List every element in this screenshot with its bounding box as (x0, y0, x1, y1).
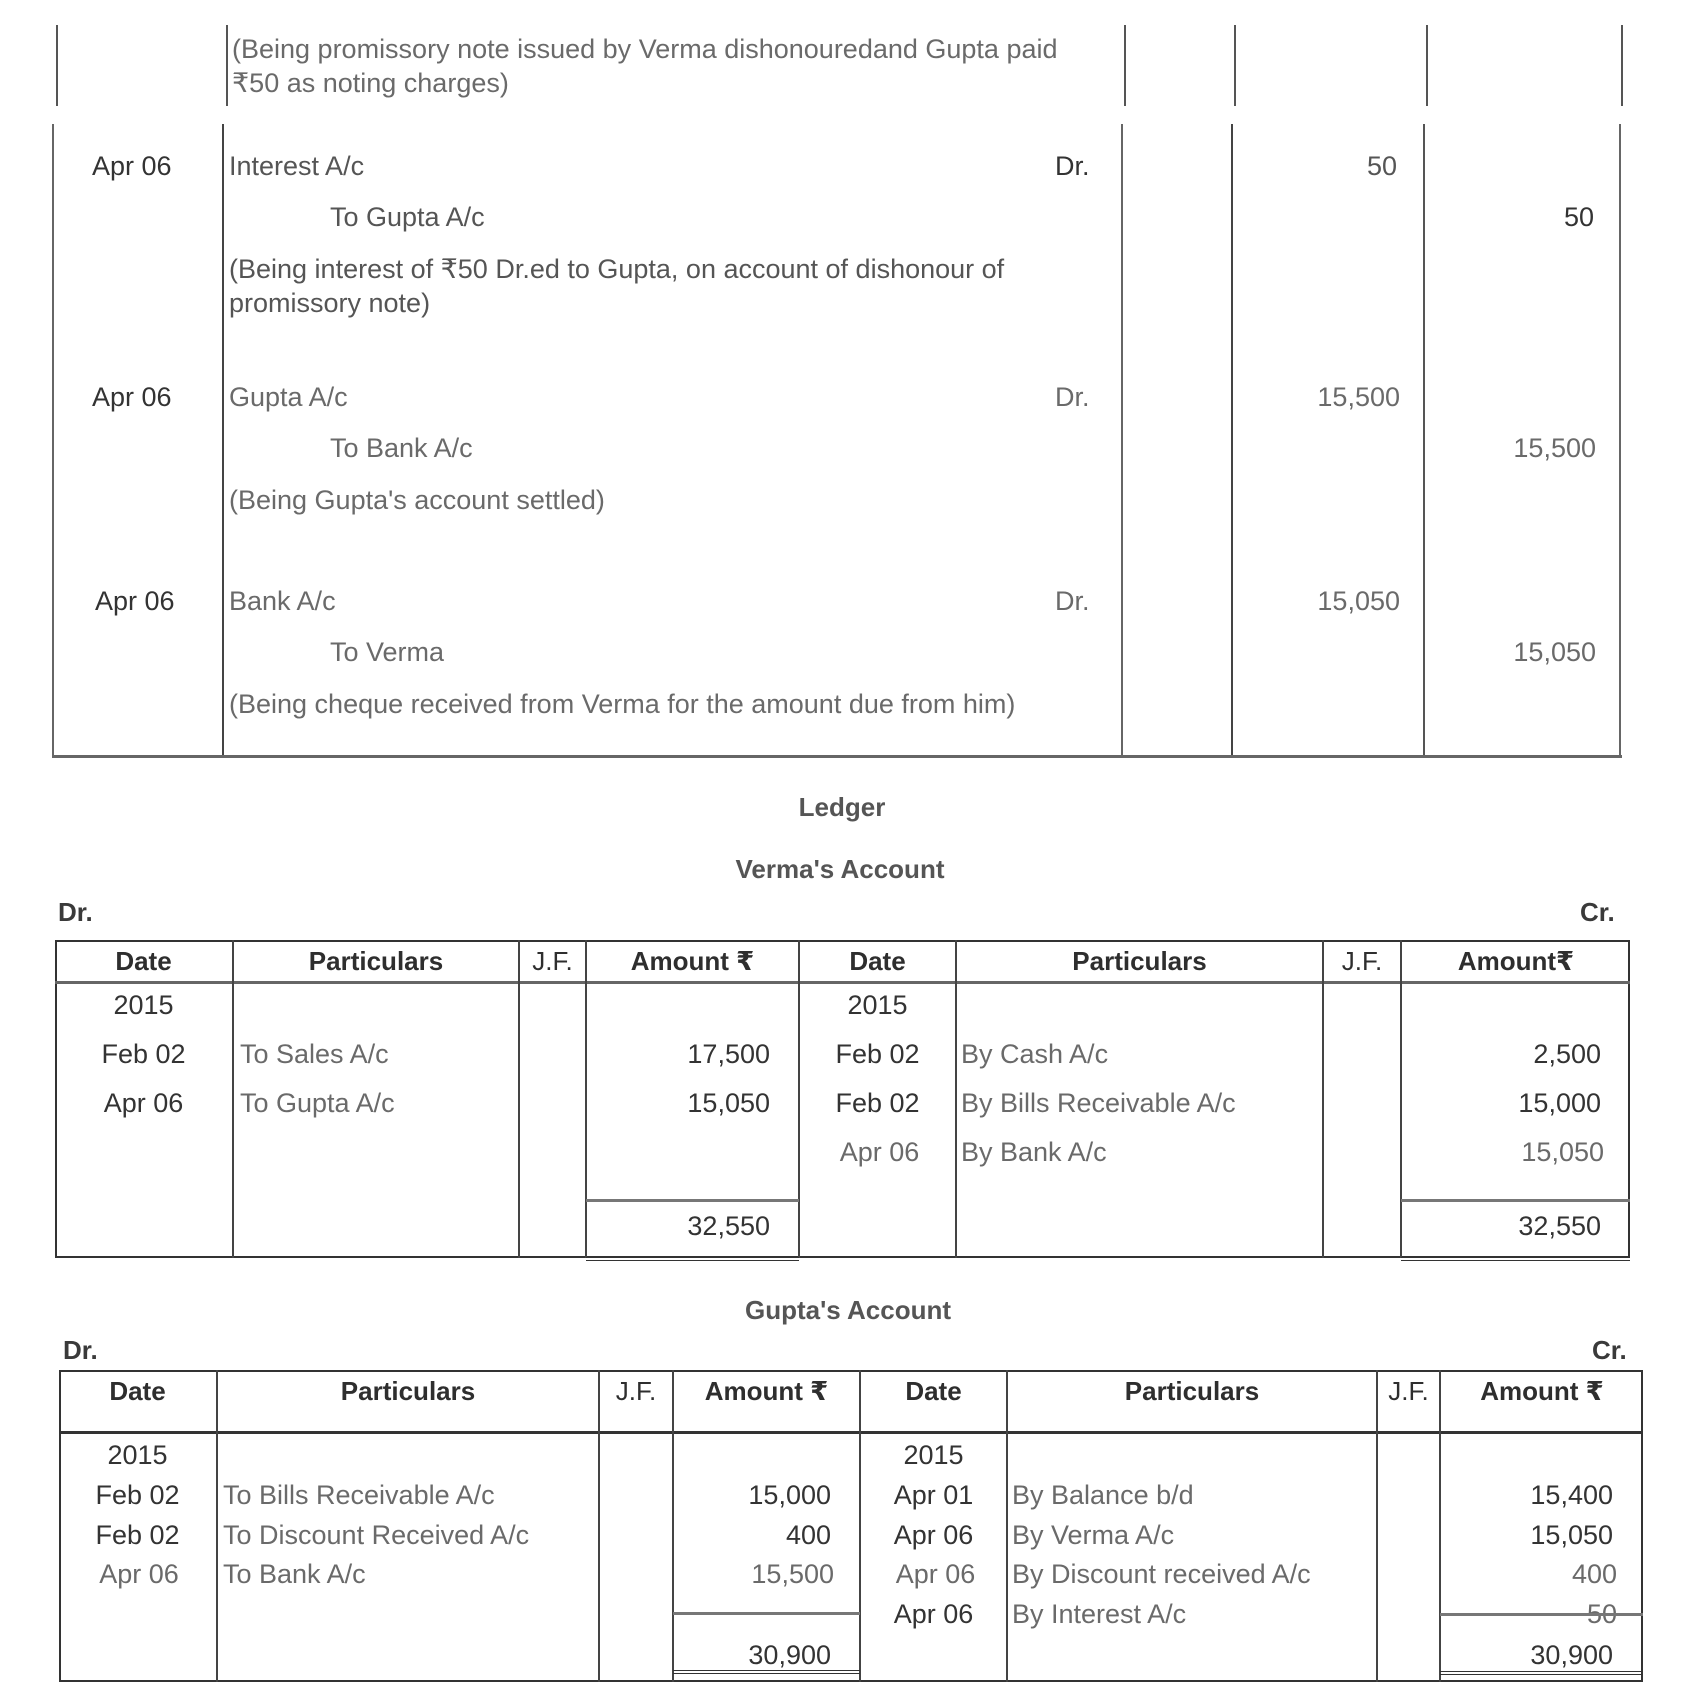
account-title: Verma's Account (735, 854, 945, 884)
row-date: Feb 02 (95, 1520, 180, 1550)
header-bottom-border (55, 981, 1630, 984)
row-amount: 15,050 (1530, 1520, 1613, 1550)
journal-border-left (52, 124, 54, 758)
journal-divider-lf (1234, 25, 1236, 106)
year-label: 2015 (107, 1440, 168, 1470)
entry-dr-label: Dr. (1055, 151, 1090, 181)
entry-credit-account: To Gupta A/c (330, 202, 485, 232)
col-divider (216, 1370, 218, 1682)
debit-total: 32,550 (687, 1211, 770, 1241)
dr-label: Dr. (63, 1335, 98, 1365)
entry-credit-account: To Bank A/c (330, 433, 473, 463)
entry-debit-amount: 15,050 (1317, 586, 1400, 616)
entry-date: Apr 06 (95, 586, 175, 616)
row-amount: 15,000 (1518, 1088, 1601, 1118)
row-date: Apr 01 (893, 1480, 974, 1510)
journal-divider-particulars (1121, 124, 1123, 758)
journal-bottom-border (52, 755, 1622, 758)
row-date: Apr 06 (893, 1599, 974, 1629)
row-particulars: By Bank A/c (961, 1137, 1107, 1167)
row-amount: 17,500 (687, 1039, 770, 1069)
row-particulars: By Cash A/c (961, 1039, 1109, 1069)
row-date: Feb 02 (835, 1039, 920, 1069)
col-divider (955, 940, 957, 1258)
credit-total: 30,900 (1530, 1640, 1613, 1670)
journal-narration: (Being promissory note issued by Verma dishonouredand Gupta paid ₹50 as noting charges) (232, 34, 1058, 98)
col-divider (1322, 940, 1324, 1258)
row-amount: 15,000 (748, 1480, 831, 1510)
row-particulars: To Bills Receivable A/c (223, 1480, 495, 1510)
header-particulars: Particulars (308, 946, 444, 976)
row-amount: 2,500 (1533, 1039, 1601, 1069)
row-particulars: By Bills Receivable A/c (961, 1088, 1236, 1118)
year-label: 2015 (847, 990, 908, 1020)
cr-label: Cr. (1580, 897, 1615, 927)
header-date: Date (849, 946, 906, 976)
journal-border-right (1619, 124, 1621, 758)
row-amount: 400 (785, 1520, 831, 1550)
header-bottom-border (59, 1431, 1643, 1434)
row-particulars: To Gupta A/c (240, 1088, 395, 1118)
row-date: Apr 06 (839, 1137, 920, 1167)
year-label: 2015 (903, 1440, 964, 1470)
row-amount: 15,050 (1521, 1137, 1604, 1167)
row-particulars: By Balance b/d (1012, 1480, 1194, 1510)
header-date: Date (109, 1376, 166, 1406)
entry-debit-account: Interest A/c (229, 151, 365, 181)
row-particulars: By Interest A/c (1012, 1599, 1187, 1629)
entry-credit-account: To Verma (330, 637, 445, 667)
journal-divider-debit (1423, 124, 1425, 758)
header-amount: Amount ₹ (1480, 1376, 1604, 1406)
col-divider (598, 1370, 600, 1682)
journal-border-right (1621, 25, 1623, 106)
entry-date: Apr 06 (92, 151, 172, 181)
row-date: Feb 02 (101, 1039, 186, 1069)
row-particulars: To Discount Received A/c (223, 1520, 530, 1550)
col-divider (1376, 1370, 1378, 1682)
entry-debit-amount: 15,500 (1317, 382, 1400, 412)
entry-credit-amount: 15,050 (1513, 637, 1596, 667)
entry-narration: (Being Gupta's account settled) (229, 485, 605, 515)
header-particulars: Particulars (340, 1376, 476, 1406)
year-label: 2015 (113, 990, 174, 1020)
header-jf: J.F. (1388, 1376, 1429, 1406)
entry-narration: (Being interest of ₹50 Dr.ed to Gupta, on account of dishonour of promissory note) (229, 254, 1005, 318)
credit-total: 32,550 (1518, 1211, 1601, 1241)
ledger-title: Ledger (798, 792, 886, 822)
entry-debit-account: Bank A/c (229, 586, 336, 616)
header-particulars: Particulars (1124, 1376, 1260, 1406)
journal-divider-particulars (1124, 25, 1126, 106)
row-particulars: To Bank A/c (223, 1559, 366, 1589)
row-particulars: To Sales A/c (240, 1039, 389, 1069)
header-amount: Amount ₹ (630, 946, 755, 976)
row-particulars: By Verma A/c (1012, 1520, 1175, 1550)
header-date: Date (115, 946, 172, 976)
header-jf: J.F. (615, 1376, 657, 1406)
row-date: Apr 06 (103, 1088, 184, 1118)
entry-debit-account: Gupta A/c (229, 382, 348, 412)
journal-divider-lf (1231, 124, 1233, 758)
row-amount: 15,050 (687, 1088, 770, 1118)
row-date: Apr 06 (895, 1559, 976, 1589)
header-date: Date (905, 1376, 962, 1406)
account-title: Gupta's Account (744, 1295, 951, 1325)
cr-label: Cr. (1592, 1335, 1627, 1365)
col-divider (518, 940, 520, 1258)
row-date: Apr 06 (893, 1520, 974, 1550)
col-divider (232, 940, 234, 1258)
entry-credit-amount: 15,500 (1513, 433, 1596, 463)
entry-credit-amount: 50 (1563, 202, 1594, 232)
entry-debit-amount: 50 (1366, 151, 1397, 181)
row-date: Feb 02 (835, 1088, 920, 1118)
debit-total: 30,900 (748, 1640, 831, 1670)
header-amount: Amount ₹ (704, 1376, 829, 1406)
entry-narration: (Being cheque received from Verma for the amount due from him) (229, 689, 1016, 719)
header-particulars: Particulars (1072, 946, 1207, 976)
entry-dr-label: Dr. (1055, 586, 1090, 616)
dr-label: Dr. (58, 897, 93, 927)
row-amount: 50 (1586, 1599, 1617, 1629)
entry-dr-label: Dr. (1055, 382, 1090, 412)
row-date: Apr 06 (99, 1559, 179, 1589)
row-amount: 15,400 (1530, 1480, 1613, 1510)
journal-divider-date (222, 124, 224, 758)
header-amount: Amount₹ (1457, 946, 1575, 976)
journal-border-left (56, 25, 58, 106)
row-amount: 400 (1571, 1559, 1617, 1589)
row-particulars: By Discount received A/c (1012, 1559, 1311, 1589)
header-jf: J.F. (532, 946, 573, 976)
row-amount: 15,500 (751, 1559, 834, 1589)
journal-divider-debit (1426, 25, 1428, 106)
header-jf: J.F. (1341, 946, 1383, 976)
entry-date: Apr 06 (92, 382, 172, 412)
row-date: Feb 02 (95, 1480, 180, 1510)
journal-divider-date (226, 25, 228, 106)
col-divider (1006, 1370, 1008, 1682)
